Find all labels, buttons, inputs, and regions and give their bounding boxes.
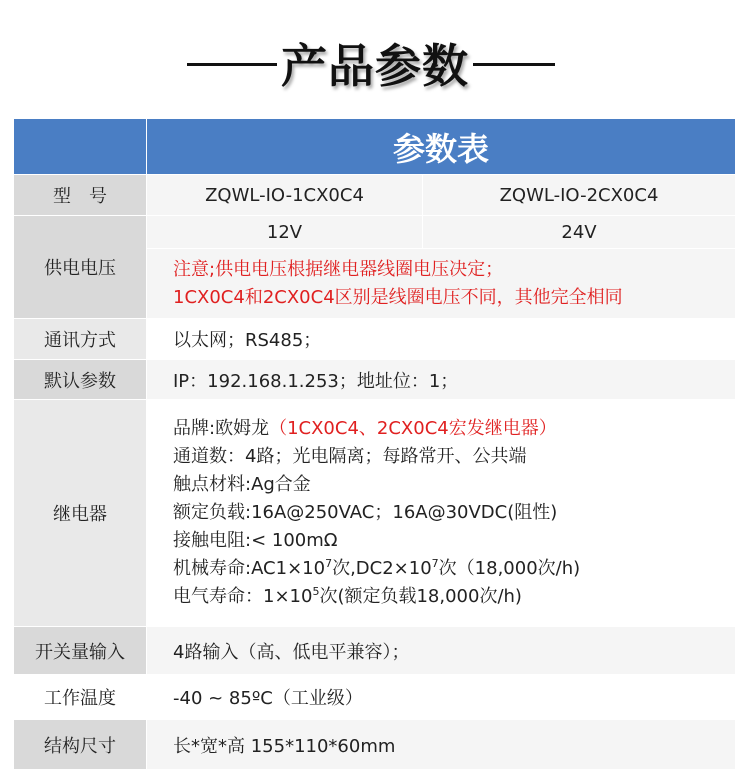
dimensions-label: 结构尺寸 (14, 720, 147, 770)
power-notes (147, 249, 736, 319)
temperature-label: 工作温度 (14, 675, 147, 720)
title-section (0, 28, 750, 98)
table-header: 参数表 (147, 119, 736, 175)
relay-mech-life (173, 555, 580, 583)
elec-life-part-b: 次(额定负载18,000次/h) (319, 586, 522, 607)
title-rule-right (473, 63, 555, 66)
relay-specs (147, 400, 736, 627)
power-value-1: 12V (147, 216, 423, 249)
relay-contact-material: 触点材料:Ag合金 (173, 474, 311, 495)
relay-elec-life (173, 583, 522, 611)
comm-label: 通讯方式 (14, 319, 147, 360)
defaults-value: IP：192.168.1.253；地址位：1； (147, 360, 736, 400)
param-table (14, 119, 736, 770)
switch-input-label: 开关量输入 (14, 627, 147, 675)
relay-brand-line (173, 415, 557, 443)
relay-label: 继电器 (14, 400, 147, 627)
power-label: 供电电压 (14, 216, 147, 319)
page-title: 产品参数 (281, 39, 469, 93)
mech-life-exp-2: 7 (431, 557, 439, 570)
mech-life-part-b: 次,DC2×10 (332, 558, 432, 579)
relay-rated-load: 额定负载:16A@250VAC；16A@30VDC(阻性) (173, 502, 558, 523)
dimensions-value: 长*宽*高 155*110*60mm (147, 720, 736, 770)
relay-brand-note: （1CX0C4、2CX0C4宏发继电器） (269, 418, 557, 439)
temperature-value: -40 ~ 85ºC（工业级） (147, 675, 736, 720)
switch-input-value: 4路输入（高、低电平兼容）； (147, 627, 736, 675)
defaults-label: 默认参数 (14, 360, 147, 400)
mech-life-part-c: 次（18,000次/h) (438, 558, 581, 579)
elec-life-part-a: 电气寿命：1×10 (173, 586, 313, 607)
elec-life-exp: 5 (312, 585, 320, 598)
power-note-2: 1CX0C4和2CX0C4区别是线圈电压不同，其他完全相同 (173, 286, 623, 308)
model-value-1: ZQWL-IO-1CX0C4 (147, 175, 423, 216)
relay-contact-resistance: 接触电阻:< 100mΩ (173, 530, 338, 551)
mech-life-exp-1: 7 (325, 557, 333, 570)
relay-brand: 品牌:欧姆龙 (173, 418, 270, 439)
model-label: 型 号 (14, 175, 147, 216)
model-value-2: ZQWL-IO-2CX0C4 (423, 175, 736, 216)
power-value-2: 24V (423, 216, 736, 249)
relay-channels: 通道数：4路；光电隔离；每路常开、公共端 (173, 446, 527, 467)
header-corner (14, 119, 147, 175)
mech-life-part-a: 机械寿命:AC1×10 (173, 558, 326, 579)
comm-value: 以太网；RS485； (147, 319, 736, 360)
power-note-1: 注意;供电电压根据继电器线圈电压决定； (173, 258, 504, 280)
